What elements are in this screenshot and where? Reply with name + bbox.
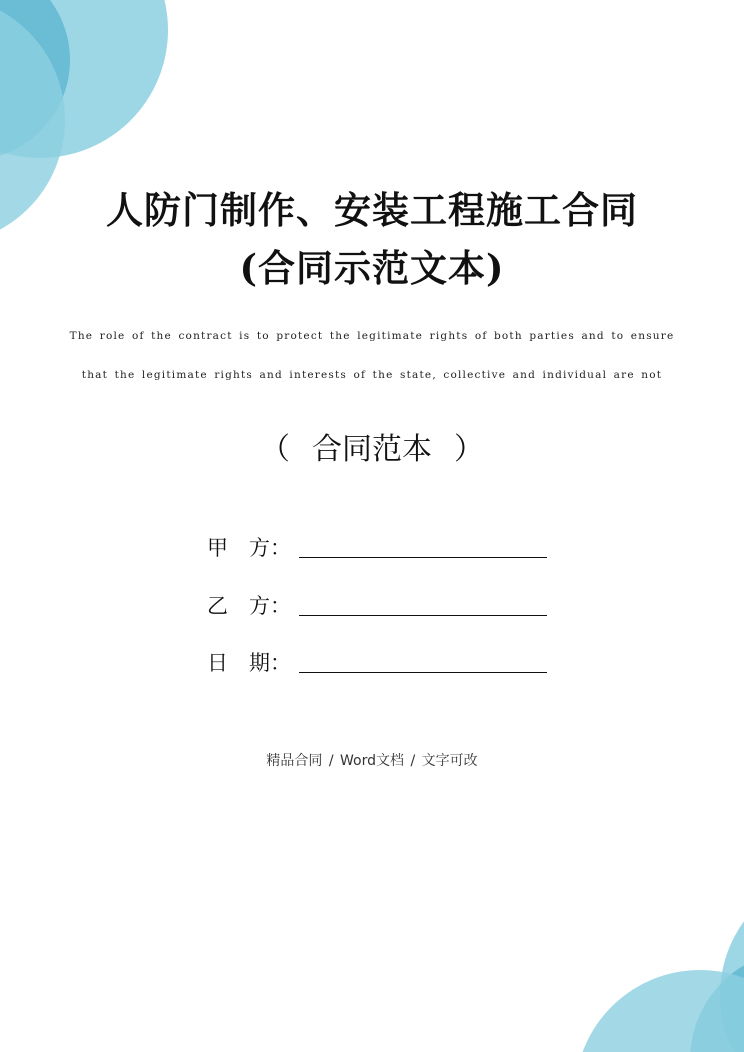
- bottom-right-circles-decoration: [575, 870, 744, 1052]
- subtitle-open-paren: （: [260, 432, 290, 467]
- party-b-blank-line[interactable]: [299, 593, 547, 616]
- document-footer: 精品合同 / Word文档 / 文字可改: [266, 753, 478, 769]
- date-blank-line[interactable]: [299, 650, 547, 673]
- subtitle-close-paren: ）: [454, 432, 484, 467]
- party-a-label: 甲 方：: [207, 536, 291, 560]
- english-description-line2: that the legitimate rights and interests of the state, collective and individual are not: [81, 369, 663, 381]
- date-field: [207, 647, 547, 677]
- party-a-blank-line[interactable]: [299, 535, 547, 558]
- date-label: 日 期：: [207, 651, 291, 675]
- document-title-line1: 人防门制作、安装工程施工合同: [106, 188, 638, 232]
- document-title-line2: (合同示范文本): [239, 246, 505, 290]
- subtitle-text: 合同范本: [312, 432, 432, 467]
- english-description-line1: The role of the contract is to protect the legitimate rights of both parties and to ensure: [69, 330, 675, 342]
- document-subtitle: [0, 424, 744, 468]
- party-b-label: 乙 方：: [207, 594, 291, 618]
- party-b-field: [207, 590, 547, 620]
- party-a-field: [207, 532, 547, 562]
